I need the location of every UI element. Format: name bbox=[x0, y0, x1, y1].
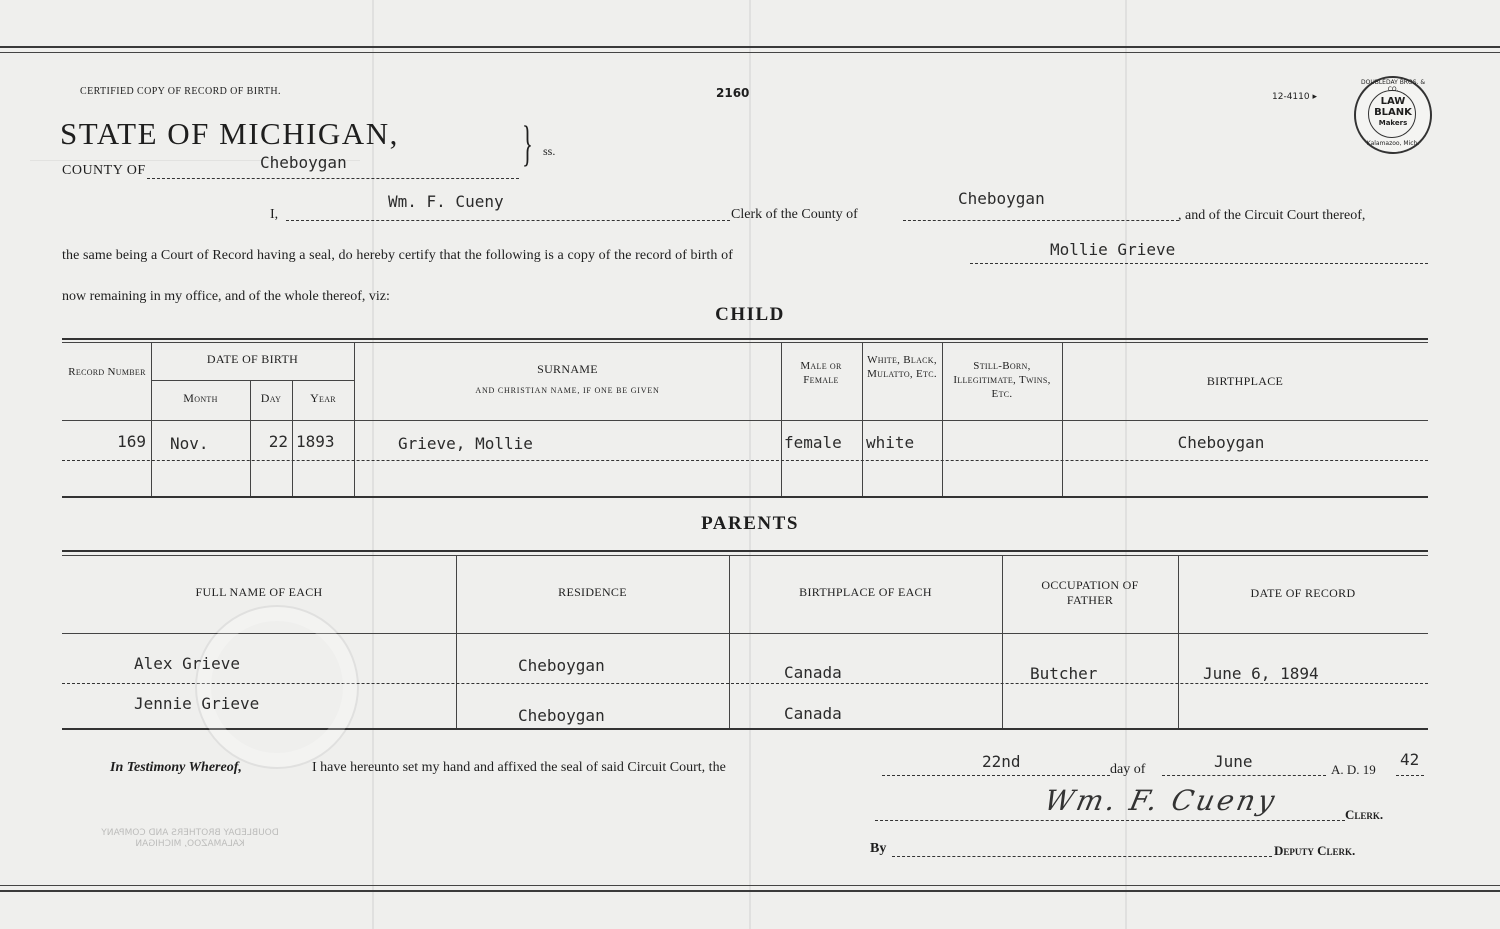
parent-residence: Cheboygan bbox=[518, 656, 605, 675]
child-table-top bbox=[62, 338, 1428, 340]
testimony-day-line bbox=[882, 775, 1110, 776]
child-record-number: 169 bbox=[117, 432, 146, 451]
testimony-day: 22nd bbox=[982, 752, 1021, 771]
ad-label: A. D. 19 bbox=[1331, 762, 1376, 777]
child-name: Grieve, Mollie bbox=[398, 434, 533, 453]
header-date-of-birth: DATE OF BIRTH bbox=[206, 352, 299, 366]
child-table-bottom bbox=[62, 496, 1428, 498]
parents-table-top bbox=[62, 550, 1428, 552]
dob-subheader-line bbox=[151, 380, 354, 381]
child-section-title: CHILD bbox=[715, 304, 785, 325]
form-code: 12-4110 ▸ bbox=[1272, 92, 1317, 102]
subject-name: Mollie Grieve bbox=[1050, 240, 1176, 259]
parents-section-title: PARENTS bbox=[701, 513, 799, 534]
header-month: Month bbox=[183, 391, 218, 405]
child-birth-year: 1893 bbox=[296, 432, 335, 451]
child-sex: female bbox=[784, 433, 842, 452]
deputy-signature-line bbox=[892, 856, 1272, 857]
header-day: Day bbox=[260, 391, 282, 405]
day-of-label: day of bbox=[1110, 762, 1146, 777]
parent-residence: Cheboygan bbox=[518, 706, 605, 725]
document-number: 2160 bbox=[716, 86, 750, 100]
child-header-bottom bbox=[62, 420, 1428, 421]
clerk-signature: Wm. F. Cueny bbox=[1041, 784, 1281, 817]
header-surname-sub: AND CHRISTIAN NAME, IF ONE BE GIVEN bbox=[475, 386, 660, 395]
col-divider bbox=[1002, 555, 1003, 728]
col-divider bbox=[1062, 342, 1063, 496]
child-birthplace: Cheboygan bbox=[1177, 433, 1265, 452]
header-parent-birthplace: BIRTHPLACE OF EACH bbox=[799, 585, 932, 599]
header-occupation: OCCUPATION OF FATHER bbox=[1041, 578, 1139, 607]
child-table-top bbox=[62, 342, 1428, 343]
header-record-number: Record Number bbox=[68, 366, 146, 378]
col-divider bbox=[1178, 555, 1179, 728]
printer-imprint: DOUBLEDAY BROTHERS AND COMPANY KALAMAZOO, MICHIGAN bbox=[101, 828, 279, 849]
child-row-line bbox=[62, 460, 1428, 461]
paper-fold bbox=[749, 0, 751, 929]
court-seal-emboss bbox=[195, 605, 359, 769]
ss-label: ss. bbox=[543, 144, 556, 158]
header-residence: RESIDENCE bbox=[558, 585, 627, 599]
header-race: White, Black, Mulatto, Etc. bbox=[867, 354, 937, 380]
testimony-text: I have hereunto set my hand and affixed the seal of said Circuit Court, the bbox=[312, 760, 726, 775]
testimony-month-line bbox=[1162, 775, 1326, 776]
col-divider bbox=[781, 342, 782, 496]
col-divider bbox=[862, 342, 863, 496]
col-divider bbox=[942, 342, 943, 496]
header-full-name: FULL NAME OF EACH bbox=[195, 585, 323, 599]
bottom-border-rule bbox=[0, 890, 1500, 892]
clerk-name-line bbox=[286, 220, 730, 221]
parent-birthplace: Canada bbox=[784, 704, 842, 723]
top-border-rule bbox=[0, 46, 1500, 48]
father-occupation: Butcher bbox=[1030, 664, 1098, 683]
ss-brace: } bbox=[522, 115, 533, 171]
child-birth-month: Nov. bbox=[170, 434, 209, 453]
clerk-name: Wm. F. Cueny bbox=[388, 192, 504, 211]
county-of-line bbox=[903, 220, 1179, 221]
header-surname: SURNAME bbox=[537, 362, 598, 376]
date-of-record: June 6, 1894 bbox=[1203, 664, 1319, 683]
col-divider bbox=[456, 555, 457, 728]
state-heading: STATE OF MICHIGAN, bbox=[60, 116, 399, 151]
clerk-of-county-label: Clerk of the County of bbox=[731, 207, 858, 222]
makers-seal: DOUBLEDAY BROS. & CO. LAW BLANK Makers Kalamazoo, Mich. bbox=[1354, 76, 1432, 154]
parents-table-top bbox=[62, 555, 1428, 556]
certify-sentence: the same being a Court of Record having a seal, do hereby certify that the following is a copy of the record of birth of bbox=[62, 248, 733, 263]
testimony-lead: In Testimony Whereof, bbox=[110, 760, 242, 775]
parent-birthplace: Canada bbox=[784, 663, 842, 682]
parent-name: Alex Grieve bbox=[134, 654, 240, 673]
by-label: By bbox=[870, 841, 887, 856]
remaining-text: now remaining in my office, and of the whole thereof, viz: bbox=[62, 289, 390, 304]
clerk-signature-line bbox=[875, 820, 1345, 821]
subject-name-line bbox=[970, 263, 1428, 264]
deputy-clerk-label: Deputy Clerk. bbox=[1274, 843, 1356, 858]
parent-name: Jennie Grieve bbox=[134, 694, 260, 713]
header-date-of-record: DATE OF RECORD bbox=[1250, 586, 1356, 600]
testimony-month: June bbox=[1214, 752, 1253, 771]
county-line bbox=[147, 178, 519, 179]
county-of-value: Cheboygan bbox=[958, 189, 1045, 208]
header-stillborn: Still-Born, Illegitimate, Twins, Etc. bbox=[953, 360, 1051, 400]
i-label: I, bbox=[270, 207, 279, 222]
header-year: Year bbox=[310, 391, 336, 405]
county-value: Cheboygan bbox=[260, 153, 347, 172]
col-divider bbox=[729, 555, 730, 728]
county-label: COUNTY OF bbox=[62, 163, 146, 178]
bleed-through-text: ⠀ bbox=[30, 160, 49, 185]
child-race: white bbox=[866, 433, 915, 452]
circuit-court-label: , and of the Circuit Court thereof, bbox=[1178, 208, 1366, 223]
clerk-label: Clerk. bbox=[1345, 807, 1384, 822]
testimony-year: 42 bbox=[1400, 750, 1420, 769]
testimony-year-line bbox=[1396, 775, 1424, 776]
form-title: CERTIFIED COPY OF RECORD OF BIRTH. bbox=[80, 86, 281, 97]
child-birth-day: 22 bbox=[268, 432, 288, 451]
top-border-rule bbox=[0, 52, 1500, 53]
header-birthplace: BIRTHPLACE bbox=[1206, 374, 1284, 388]
bottom-border-rule bbox=[0, 885, 1500, 886]
header-sex: Male or Female bbox=[800, 360, 842, 386]
